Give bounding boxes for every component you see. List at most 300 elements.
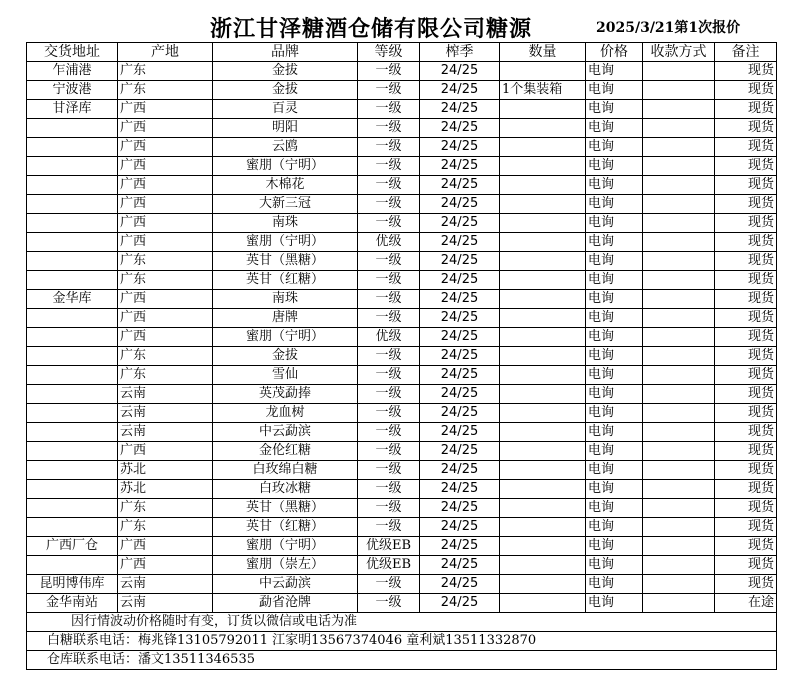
table-row <box>27 233 777 252</box>
table-row <box>27 423 777 442</box>
payment-cell <box>643 138 715 157</box>
brand-cell: 金拔 <box>213 81 358 100</box>
brand-cell: 南珠 <box>213 290 358 309</box>
origin-cell: 苏北 <box>118 461 213 480</box>
table-row <box>27 309 777 328</box>
season-cell: 24/25 <box>420 347 500 366</box>
payment-cell <box>643 347 715 366</box>
brand-cell: 白玫绵白糖 <box>213 461 358 480</box>
price-cell: 电询 <box>586 214 643 233</box>
grade-cell: 一级 <box>358 518 420 537</box>
quantity-cell <box>500 594 586 613</box>
grade-cell: 一级 <box>358 404 420 423</box>
quantity-cell <box>500 309 586 328</box>
quantity-cell <box>500 176 586 195</box>
season-cell: 24/25 <box>420 233 500 252</box>
brand-cell: 英甘（黑糖） <box>213 499 358 518</box>
price-cell: 电询 <box>586 347 643 366</box>
grade-cell: 一级 <box>358 252 420 271</box>
grade-cell: 一级 <box>358 575 420 594</box>
brand-cell: 白玫冰糖 <box>213 480 358 499</box>
table-row <box>27 594 777 613</box>
season-cell: 24/25 <box>420 423 500 442</box>
quantity-cell <box>500 366 586 385</box>
note-cell: 现货 <box>715 480 777 499</box>
note-cell: 现货 <box>715 138 777 157</box>
note-cell: 现货 <box>715 157 777 176</box>
grade-cell: 一级 <box>358 309 420 328</box>
season-cell: 24/25 <box>420 575 500 594</box>
brand-cell: 金伦红糖 <box>213 442 358 461</box>
payment-cell <box>643 556 715 575</box>
season-cell: 24/25 <box>420 62 500 81</box>
origin-cell: 云南 <box>118 385 213 404</box>
address-cell: 宁波港 <box>27 81 118 100</box>
grade-cell: 一级 <box>358 347 420 366</box>
grade-cell: 一级 <box>358 119 420 138</box>
origin-cell: 云南 <box>118 594 213 613</box>
brand-cell: 英甘（红糖） <box>213 271 358 290</box>
grade-cell: 优级EB <box>358 537 420 556</box>
payment-cell <box>643 404 715 423</box>
brand-cell: 雪仙 <box>213 366 358 385</box>
season-cell: 24/25 <box>420 499 500 518</box>
note-cell: 现货 <box>715 385 777 404</box>
note-cell: 现货 <box>715 271 777 290</box>
payment-cell <box>643 214 715 233</box>
note-cell: 现货 <box>715 499 777 518</box>
note-cell: 现货 <box>715 290 777 309</box>
brand-cell: 英茂勐捧 <box>213 385 358 404</box>
brand-cell: 蜜朋（宁明） <box>213 157 358 176</box>
table-row <box>27 176 777 195</box>
season-cell: 24/25 <box>420 81 500 100</box>
payment-cell <box>643 119 715 138</box>
season-cell: 24/25 <box>420 309 500 328</box>
origin-cell: 广西 <box>118 176 213 195</box>
address-cell: 昆明博伟库 <box>27 575 118 594</box>
season-cell: 24/25 <box>420 195 500 214</box>
brand-cell: 大新三冠 <box>213 195 358 214</box>
address-cell <box>27 556 118 575</box>
price-cell: 电询 <box>586 309 643 328</box>
payment-cell <box>643 100 715 119</box>
price-cell: 电询 <box>586 176 643 195</box>
address-cell: 乍浦港 <box>27 62 118 81</box>
origin-cell: 云南 <box>118 575 213 594</box>
brand-cell: 蜜朋（宁明） <box>213 328 358 347</box>
payment-cell <box>643 290 715 309</box>
address-cell <box>27 195 118 214</box>
grade-cell: 一级 <box>358 442 420 461</box>
header-payment: 收款方式 <box>643 43 715 62</box>
address-cell <box>27 176 118 195</box>
grade-cell: 一级 <box>358 499 420 518</box>
address-cell <box>27 385 118 404</box>
price-cell: 电询 <box>586 575 643 594</box>
header-price: 价格 <box>586 43 643 62</box>
origin-cell: 广西 <box>118 119 213 138</box>
brand-cell: 唐牌 <box>213 309 358 328</box>
price-cell: 电询 <box>586 499 643 518</box>
season-cell: 24/25 <box>420 157 500 176</box>
season-cell: 24/25 <box>420 594 500 613</box>
origin-cell: 广西 <box>118 138 213 157</box>
warehouse-contact-row <box>27 651 777 670</box>
table-row <box>27 385 777 404</box>
header-grade: 等级 <box>358 43 420 62</box>
price-cell: 电询 <box>586 138 643 157</box>
price-cell: 电询 <box>586 461 643 480</box>
header-quantity: 数量 <box>500 43 586 62</box>
season-cell: 24/25 <box>420 537 500 556</box>
table-row <box>27 290 777 309</box>
address-cell <box>27 252 118 271</box>
note-cell: 现货 <box>715 100 777 119</box>
header-origin: 产地 <box>118 43 213 62</box>
table-row <box>27 556 777 575</box>
season-cell: 24/25 <box>420 214 500 233</box>
note-cell: 现货 <box>715 518 777 537</box>
note-cell: 现货 <box>715 81 777 100</box>
brand-cell: 云鸥 <box>213 138 358 157</box>
quantity-cell <box>500 442 586 461</box>
grade-cell: 一级 <box>358 100 420 119</box>
note-cell: 现货 <box>715 233 777 252</box>
grade-cell: 一级 <box>358 461 420 480</box>
note-cell: 现货 <box>715 404 777 423</box>
quote-date: 2025/3/21第1次报价 <box>596 20 741 36</box>
quantity-cell <box>500 328 586 347</box>
season-cell: 24/25 <box>420 518 500 537</box>
note-cell: 现货 <box>715 556 777 575</box>
origin-cell: 广西 <box>118 537 213 556</box>
price-cell: 电询 <box>586 480 643 499</box>
quantity-cell <box>500 347 586 366</box>
payment-cell <box>643 575 715 594</box>
address-cell <box>27 480 118 499</box>
brand-cell: 金拔 <box>213 62 358 81</box>
price-cell: 电询 <box>586 233 643 252</box>
address-cell <box>27 271 118 290</box>
quantity-cell <box>500 195 586 214</box>
payment-cell <box>643 309 715 328</box>
address-cell <box>27 518 118 537</box>
price-cell: 电询 <box>586 252 643 271</box>
note-cell: 现货 <box>715 423 777 442</box>
note-cell: 现货 <box>715 366 777 385</box>
origin-cell: 广西 <box>118 233 213 252</box>
payment-cell <box>643 195 715 214</box>
table-row <box>27 461 777 480</box>
quantity-cell <box>500 423 586 442</box>
payment-cell <box>643 594 715 613</box>
address-cell: 金华南站 <box>27 594 118 613</box>
quantity-cell <box>500 290 586 309</box>
price-cell: 电询 <box>586 81 643 100</box>
quantity-cell <box>500 252 586 271</box>
price-cell: 电询 <box>586 594 643 613</box>
quantity-cell <box>500 575 586 594</box>
payment-cell <box>643 480 715 499</box>
sheet-title: 浙江甘泽糖酒仓储有限公司糖源 <box>210 16 533 42</box>
quantity-cell <box>500 157 586 176</box>
table-row <box>27 480 777 499</box>
payment-cell <box>643 423 715 442</box>
table-row <box>27 214 777 233</box>
season-cell: 24/25 <box>420 480 500 499</box>
note-cell: 现货 <box>715 537 777 556</box>
note-cell: 现货 <box>715 252 777 271</box>
grade-cell: 一级 <box>358 176 420 195</box>
grade-cell: 一级 <box>358 81 420 100</box>
grade-cell: 一级 <box>358 271 420 290</box>
table-row <box>27 328 777 347</box>
address-cell <box>27 233 118 252</box>
price-cell: 电询 <box>586 556 643 575</box>
brand-cell: 木棉花 <box>213 176 358 195</box>
table-row <box>27 62 777 81</box>
payment-cell <box>643 252 715 271</box>
origin-cell: 广东 <box>118 499 213 518</box>
note-cell: 现货 <box>715 328 777 347</box>
origin-cell: 云南 <box>118 423 213 442</box>
price-cell: 电询 <box>586 271 643 290</box>
sugar-price-table <box>26 42 777 670</box>
brand-cell: 勐省沧牌 <box>213 594 358 613</box>
origin-cell: 广东 <box>118 62 213 81</box>
address-cell <box>27 461 118 480</box>
address-cell: 甘泽库 <box>27 100 118 119</box>
grade-cell: 一级 <box>358 480 420 499</box>
brand-cell: 南珠 <box>213 214 358 233</box>
brand-cell: 百灵 <box>213 100 358 119</box>
table-row <box>27 347 777 366</box>
header-season: 榨季 <box>420 43 500 62</box>
origin-cell: 广东 <box>118 81 213 100</box>
season-cell: 24/25 <box>420 442 500 461</box>
header-brand: 品牌 <box>213 43 358 62</box>
price-cell: 电询 <box>586 290 643 309</box>
quantity-cell <box>500 461 586 480</box>
grade-cell: 一级 <box>358 290 420 309</box>
brand-cell: 蜜朋（宁明） <box>213 537 358 556</box>
grade-cell: 一级 <box>358 423 420 442</box>
origin-cell: 广东 <box>118 366 213 385</box>
table-row <box>27 271 777 290</box>
season-cell: 24/25 <box>420 556 500 575</box>
note-cell: 现货 <box>715 119 777 138</box>
brand-cell: 金拔 <box>213 347 358 366</box>
grade-cell: 一级 <box>358 385 420 404</box>
quantity-cell <box>500 404 586 423</box>
season-cell: 24/25 <box>420 404 500 423</box>
note-cell: 现货 <box>715 347 777 366</box>
quantity-cell <box>500 518 586 537</box>
note-cell: 现货 <box>715 62 777 81</box>
address-cell <box>27 214 118 233</box>
payment-cell <box>643 62 715 81</box>
address-cell <box>27 423 118 442</box>
season-cell: 24/25 <box>420 100 500 119</box>
season-cell: 24/25 <box>420 461 500 480</box>
note-cell: 现货 <box>715 442 777 461</box>
price-cell: 电询 <box>586 366 643 385</box>
payment-cell <box>643 157 715 176</box>
address-cell <box>27 138 118 157</box>
brand-cell: 龙血树 <box>213 404 358 423</box>
header-note: 备注 <box>715 43 777 62</box>
grade-cell: 一级 <box>358 62 420 81</box>
table-row <box>27 119 777 138</box>
address-cell <box>27 366 118 385</box>
table-row <box>27 157 777 176</box>
price-cell: 电询 <box>586 385 643 404</box>
grade-cell: 一级 <box>358 366 420 385</box>
origin-cell: 广东 <box>118 347 213 366</box>
origin-cell: 广西 <box>118 442 213 461</box>
table-row <box>27 195 777 214</box>
price-cell: 电询 <box>586 328 643 347</box>
origin-cell: 广东 <box>118 271 213 290</box>
quantity-cell <box>500 385 586 404</box>
price-cell: 电询 <box>586 442 643 461</box>
origin-cell: 广西 <box>118 309 213 328</box>
address-cell <box>27 328 118 347</box>
payment-cell <box>643 81 715 100</box>
sales-contact-row <box>27 632 777 651</box>
origin-cell: 广西 <box>118 157 213 176</box>
table-row <box>27 81 777 100</box>
table-row <box>27 442 777 461</box>
grade-cell: 优级 <box>358 233 420 252</box>
quantity-cell <box>500 271 586 290</box>
payment-cell <box>643 499 715 518</box>
price-cell: 电询 <box>586 404 643 423</box>
origin-cell: 广东 <box>118 518 213 537</box>
price-cell: 电询 <box>586 518 643 537</box>
address-cell <box>27 157 118 176</box>
price-cell: 电询 <box>586 119 643 138</box>
price-cell: 电询 <box>586 195 643 214</box>
brand-cell: 英甘（黑糖） <box>213 252 358 271</box>
grade-cell: 优级 <box>358 328 420 347</box>
quantity-cell <box>500 138 586 157</box>
season-cell: 24/25 <box>420 290 500 309</box>
brand-cell: 英甘（红糖） <box>213 518 358 537</box>
season-cell: 24/25 <box>420 385 500 404</box>
brand-cell: 蜜朋（崇左） <box>213 556 358 575</box>
season-cell: 24/25 <box>420 138 500 157</box>
season-cell: 24/25 <box>420 328 500 347</box>
quantity-cell <box>500 214 586 233</box>
brand-cell: 中云勐滨 <box>213 423 358 442</box>
table-row <box>27 366 777 385</box>
brand-cell: 中云勐滨 <box>213 575 358 594</box>
price-notice: 因行情波动价格随时有变，订货以微信或电话为准 <box>27 613 777 632</box>
address-cell: 金华库 <box>27 290 118 309</box>
quantity-cell <box>500 499 586 518</box>
table-row <box>27 499 777 518</box>
origin-cell: 云南 <box>118 404 213 423</box>
note-cell: 现货 <box>715 461 777 480</box>
grade-cell: 一级 <box>358 157 420 176</box>
origin-cell: 广西 <box>118 328 213 347</box>
quantity-cell <box>500 100 586 119</box>
origin-cell: 广西 <box>118 195 213 214</box>
season-cell: 24/25 <box>420 366 500 385</box>
payment-cell <box>643 385 715 404</box>
table-row <box>27 138 777 157</box>
origin-cell: 广西 <box>118 100 213 119</box>
grade-cell: 一级 <box>358 214 420 233</box>
payment-cell <box>643 176 715 195</box>
address-cell: 广西厂仓 <box>27 537 118 556</box>
notice-row <box>27 613 777 632</box>
quantity-cell: 1个集装箱 <box>500 81 586 100</box>
note-cell: 现货 <box>715 176 777 195</box>
brand-cell: 蜜朋（宁明） <box>213 233 358 252</box>
address-cell <box>27 499 118 518</box>
price-cell: 电询 <box>586 423 643 442</box>
quantity-cell <box>500 537 586 556</box>
payment-cell <box>643 233 715 252</box>
payment-cell <box>643 518 715 537</box>
grade-cell: 一级 <box>358 594 420 613</box>
header-row <box>27 43 777 62</box>
note-cell: 现货 <box>715 309 777 328</box>
table-row <box>27 404 777 423</box>
payment-cell <box>643 271 715 290</box>
address-cell <box>27 442 118 461</box>
price-cell: 电询 <box>586 537 643 556</box>
quantity-cell <box>500 119 586 138</box>
brand-cell: 明阳 <box>213 119 358 138</box>
payment-cell <box>643 537 715 556</box>
grade-cell: 一级 <box>358 138 420 157</box>
note-cell: 现货 <box>715 575 777 594</box>
quantity-cell <box>500 556 586 575</box>
sales-contacts: 白糖联系电话：梅兆锋13105792011 江家明13567374046 童利斌13511332870 <box>27 632 777 651</box>
price-cell: 电询 <box>586 62 643 81</box>
address-cell <box>27 404 118 423</box>
table-row <box>27 518 777 537</box>
table-row <box>27 252 777 271</box>
address-cell <box>27 119 118 138</box>
payment-cell <box>643 461 715 480</box>
note-cell: 在途 <box>715 594 777 613</box>
origin-cell: 广西 <box>118 556 213 575</box>
origin-cell: 广西 <box>118 290 213 309</box>
price-cell: 电询 <box>586 100 643 119</box>
origin-cell: 广西 <box>118 214 213 233</box>
payment-cell <box>643 442 715 461</box>
payment-cell <box>643 328 715 347</box>
payment-cell <box>643 366 715 385</box>
warehouse-contact: 仓库联系电话：潘文13511346535 <box>27 651 777 670</box>
table-row <box>27 575 777 594</box>
quantity-cell <box>500 233 586 252</box>
season-cell: 24/25 <box>420 252 500 271</box>
price-cell: 电询 <box>586 157 643 176</box>
address-cell <box>27 347 118 366</box>
header-address: 交货地址 <box>27 43 118 62</box>
address-cell <box>27 309 118 328</box>
table-row <box>27 100 777 119</box>
quantity-cell <box>500 62 586 81</box>
season-cell: 24/25 <box>420 271 500 290</box>
table-row <box>27 537 777 556</box>
